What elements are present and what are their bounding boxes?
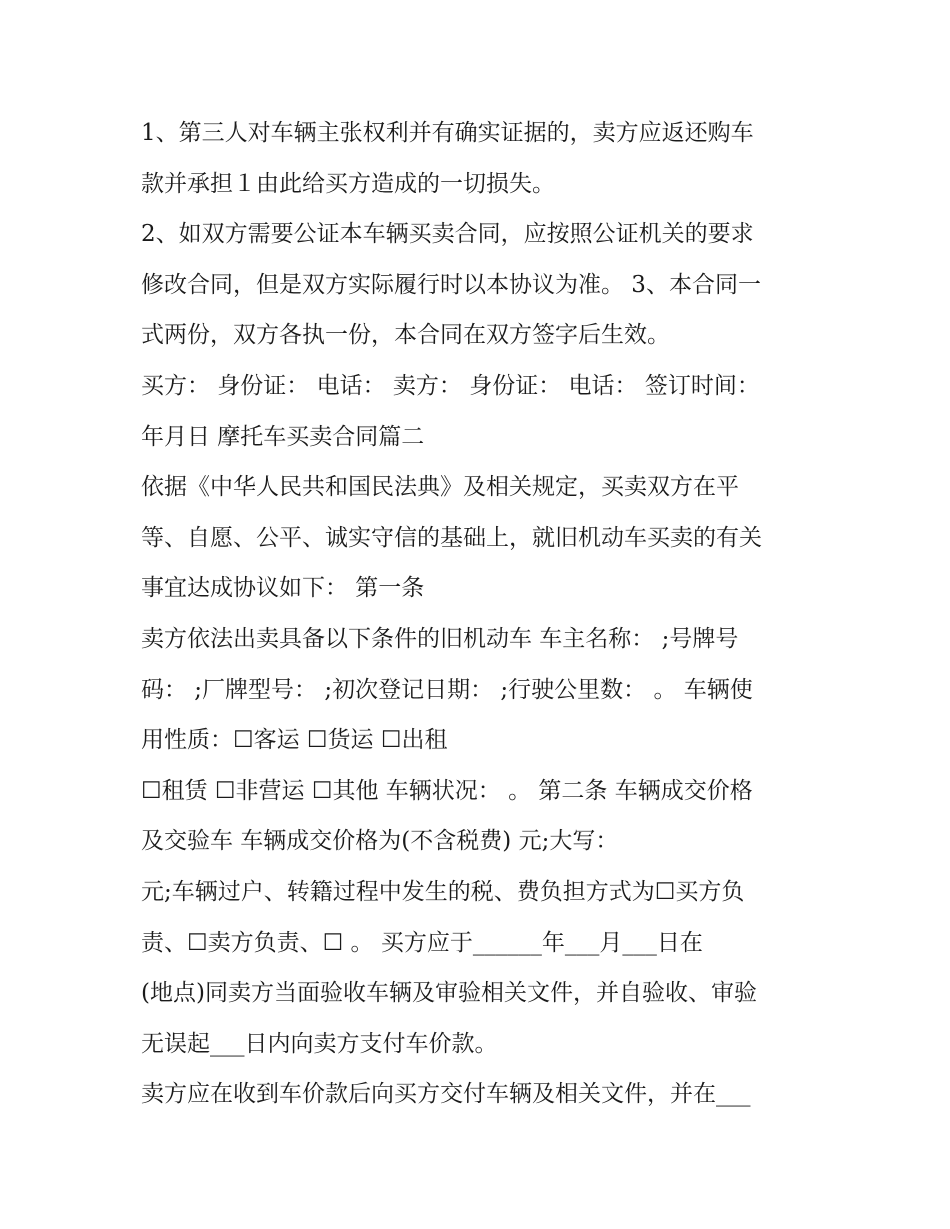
checkbox-options-line: ☐租赁 ☐非营运 ☐其他 车辆状况： 。 第二条 车辆成交价格	[141, 777, 753, 804]
text-line: 及交验车 车辆成交价格为(不含税费) 元;大写：	[141, 828, 619, 855]
text-line: (地点)同卖方当面验收车辆及审验相关文件，并自验收、审验	[141, 980, 757, 1007]
text-line: 元;车辆过户、转籍过程中发生的税、费负担方式为☐买方负	[141, 878, 745, 905]
text-line: 等、自愿、公平、诚实守信的基础上，就旧机动车买卖的有关	[141, 524, 762, 551]
text-line: 款并承担１由此给买方造成的一切损失。	[141, 170, 555, 197]
signature-fields-line: 买方： 身份证： 电话： 卖方： 身份证： 电话： 签订时间：	[141, 372, 760, 399]
text-line: 卖方依法出卖具备以下条件的旧机动车 车主名称： ;号牌号	[141, 625, 739, 652]
text-line: 无误起___日内向卖方支付车价款。	[141, 1030, 498, 1057]
document-body	[141, 108, 821, 1120]
checkbox-options-line: 用性质：☐客运 ☐货运 ☐出租	[141, 727, 448, 754]
text-line: 事宜达成协议如下： 第一条	[141, 575, 425, 602]
text-line: 修改合同，但是双方实际履行时以本协议为准。 3、本合同一	[141, 271, 761, 298]
section-heading-line: 年月日 摩托车买卖合同篇二	[141, 423, 425, 450]
text-line: 2、如双方需要公证本车辆买卖合同，应按照公证机关的要求	[141, 221, 754, 248]
date-blank-line: 责、☐卖方负责、☐ 。 买方应于______年___月___日在	[141, 929, 703, 956]
text-line: 1、第三人对车辆主张权利并有确实证据的，卖方应返还购车	[141, 120, 754, 146]
text-line: 卖方应在收到车价款后向买方交付车辆及相关文件，并在___	[141, 1081, 751, 1108]
text-line: 码： ;厂牌型号： ;初次登记日期： ;行驶公里数： 。 车辆使	[141, 676, 753, 703]
text-line: 式两份，双方各执一份，本合同在双方签字后生效。	[141, 322, 670, 349]
text-line: 依据《中华人民共和国民法典》及相关规定，买卖双方在平	[141, 474, 739, 501]
